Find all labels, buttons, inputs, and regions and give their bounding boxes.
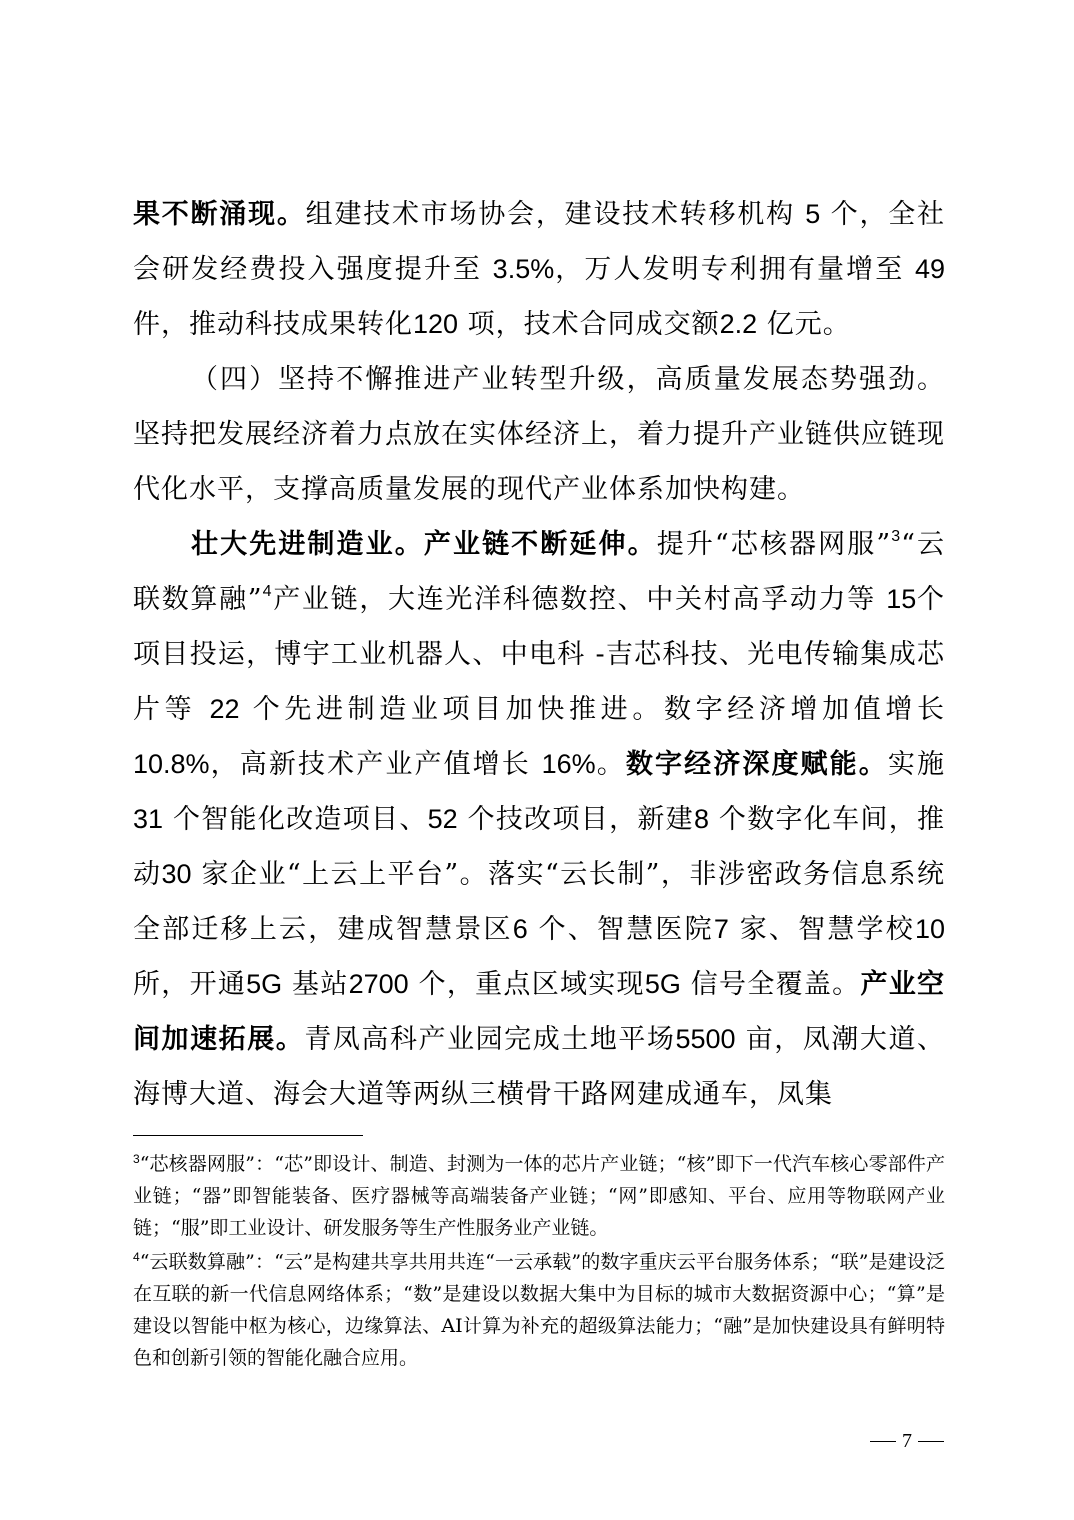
page-number-dash-right — [918, 1441, 944, 1442]
footnote-4 — [133, 1246, 945, 1374]
footnote-mark: 3 — [133, 1152, 140, 1166]
bold-heading-chain: 产业链不断延伸。 — [423, 529, 657, 560]
page-number-value: 7 — [902, 1430, 912, 1452]
page-number — [870, 1430, 944, 1453]
footnote-ref-3[interactable]: 3 — [891, 528, 902, 545]
footnote-text: “云联数算融”：“云”是构建共享共用共连“一云承载”的数字重庆云平台服务体系；“联”是建设泛在互联的新一代信息网络体系；“数”是建设以数据大集中为目标的城市大数据资源中心；“算”是建设以智能中枢为核心，边缘算法、AI计算为补充的超级算法能力；“融”是加快建设具有鲜明特色和创新引领的智能化融合应用。 — [133, 1251, 945, 1369]
footnote-mark: 4 — [133, 1250, 140, 1264]
footnotes — [133, 1148, 945, 1376]
footnote-ref-4[interactable]: 4 — [262, 583, 273, 600]
section-heading: （四）坚持不懈推进产业转型升级，高质量发展态势强劲。 — [191, 364, 945, 395]
paragraph-2: （四）坚持不懈推进产业转型升级，高质量发展态势强劲。坚持把发展经济着力点放在实体经济上，着力提升产业链供应链现代化水平，支撑高质量发展的现代产业体系加快构建。 — [133, 364, 945, 505]
paragraph-3: 壮大先进制造业。产业链不断延伸。提升“芯核器网服”$^3$“云联数算融”$^4$产业链，大连光洋科德数控、中关村高孚动力等 15个项目投运，博宇工业机器人、中电科 -吉芯科技、光电传输集成芯片等 22 个先进制造业项目加快推进。数字经济增加值增长10.8%，高新技术产业产值增长 16%。数字经济深度赋能。实施31 个智能化改造项目、52 个技改项目，新建8 个数字化车间，推动30 家企业“上云上平台”。落实“云长制”，非涉密政务信息系统全部迁移上云，建成智慧景区6 个、智慧医院7 家、智慧学校10 所，开通5G 基站2700 个，重点区域实现5G 信号全覆盖。产业空间加速拓展。青凤高科产业园完成土地平场5500 亩，凤潮大道、海博大道、海会大道等两纵三横骨干路网建成通车，凤集 — [133, 528, 946, 1110]
footnote-3 — [133, 1148, 945, 1244]
footnote-text: “芯核器网服”：“芯”即设计、制造、封测为一体的芯片产业链；“核”即下一代汽车核心零部件产业链；“器”即智能装备、医疗器械等高端装备产业链；“网”即感知、平台、应用等物联网产业链；“服”即工业设计、研发服务等生产性服务业产业链。 — [133, 1153, 945, 1239]
footnote-divider — [133, 1135, 363, 1136]
bold-heading-digital: 数字经济深度赋能。 — [625, 749, 888, 780]
bold-heading-manufacturing: 壮大先进制造业。 — [191, 529, 424, 560]
page-number-dash-left — [870, 1441, 896, 1442]
bold-lead: 果不断涌现。 — [133, 199, 306, 230]
body-text — [133, 187, 945, 1122]
bold-heading-space: 产业空间加速拓展。 — [133, 969, 946, 1055]
paragraph-1: 果不断涌现。组建技术市场协会，建设技术转移机构 5 个，全社会研发经费投入强度提升至 3.5%，万人发明专利拥有量增至 49 件，推动科技成果转化120 项，技术合同成交额2.2 亿元。 — [133, 199, 946, 340]
